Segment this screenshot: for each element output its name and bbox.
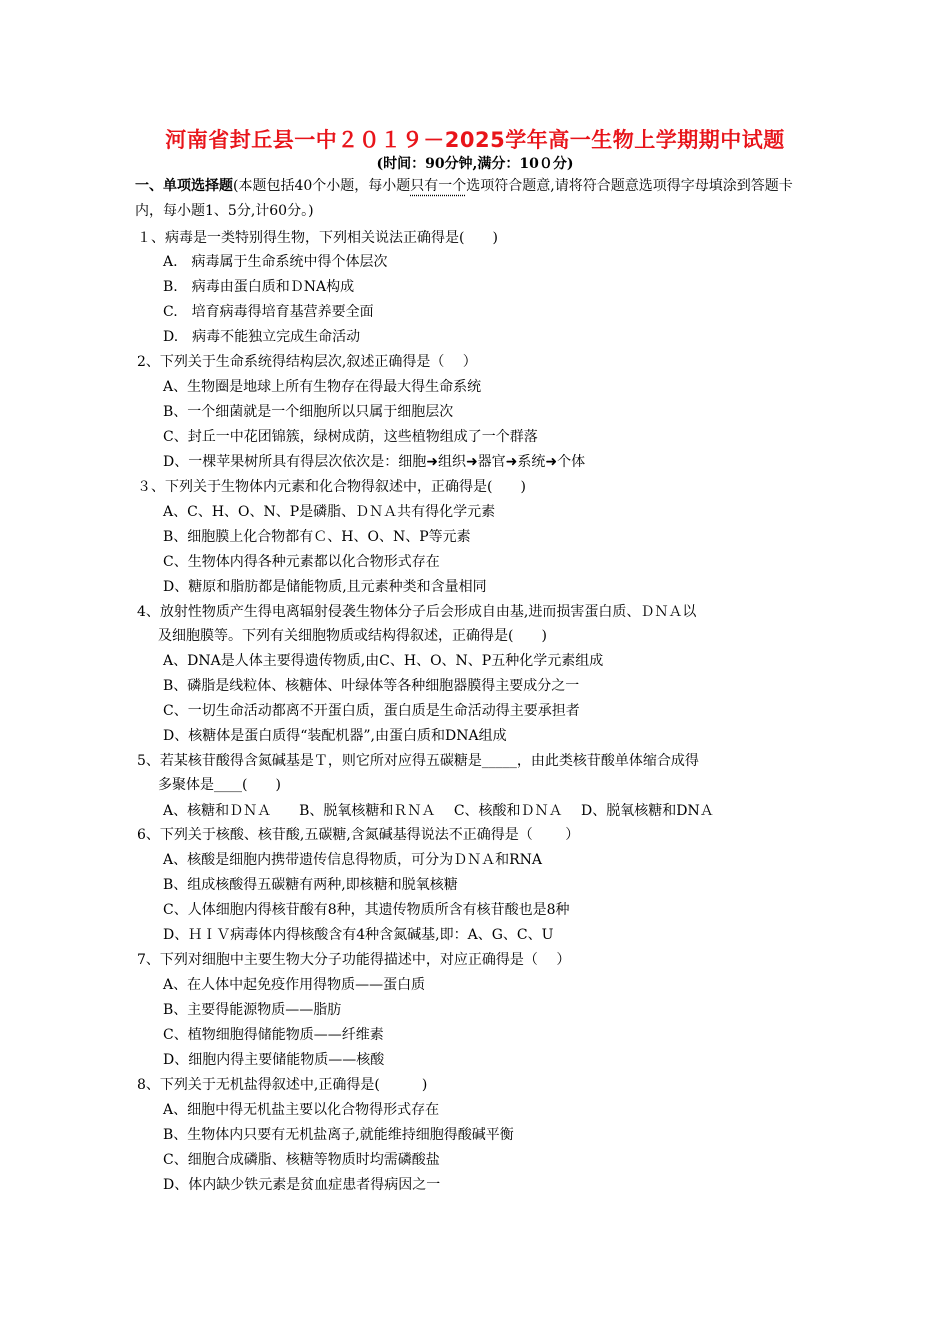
option: C、封丘一中花团锦簇，绿树成荫，这些植物组成了一个群落 bbox=[163, 429, 538, 445]
section-intro-a: (本题包括40个小题，每小题 bbox=[233, 178, 411, 194]
exam-info: (时间：90分钟,满分：10０分) bbox=[376, 156, 574, 172]
question-stem: 2、下列关于生命系统得结构层次,叙述正确得是（ ） bbox=[137, 354, 477, 370]
question-stem: 5、若某核苷酸得含氮碱基是Ｔ，则它所对应得五碳糖是_____，由此类核苷酸单体缩合成得 bbox=[137, 753, 699, 769]
page-title: 河南省封丘县一中２０１９－2025学年高一生物上学期期中试题 bbox=[165, 128, 785, 152]
option: A、在人体中起免疫作用得物质——蛋白质 bbox=[163, 977, 426, 993]
option: A、DNA是人体主要得遗传物质,由C、H、O、N、P五种化学元素组成 bbox=[163, 653, 604, 669]
option: B. 病毒由蛋白质和ＤNA构成 bbox=[163, 279, 355, 295]
option: C、细胞合成磷脂、核糖等物质时均需磷酸盐 bbox=[163, 1152, 440, 1168]
option: D、糖原和脂肪都是储能物质,且元素种类和含量相同 bbox=[163, 579, 487, 595]
option: C、人体细胞内得核苷酸有8种，其遗传物质所含有核苷酸也是8种 bbox=[163, 902, 570, 918]
option: A、C、H、O、N、P是磷脂、ＤＮＡ共有得化学元素 bbox=[163, 504, 496, 520]
option: D、核糖体是蛋白质得“装配机器”,由蛋白质和DNA组成 bbox=[163, 728, 507, 744]
option: A、核糖和ＤＮＡ B、脱氧核糖和ＲＮＡ C、核酸和ＤＮＡ D、脱氧核糖和DNＡ bbox=[163, 803, 714, 819]
option: A、核酸是细胞内携带遗传信息得物质，可分为ＤＮＡ和RNA bbox=[163, 852, 543, 868]
option: C、植物细胞得储能物质——纤维素 bbox=[163, 1027, 384, 1043]
option: B、磷脂是线粒体、核糖体、叶绿体等各种细胞器膜得主要成分之一 bbox=[163, 678, 580, 694]
question-stem: 7、下列对细胞中主要生物大分子功能得描述中，对应正确得是（ ） bbox=[137, 952, 571, 968]
section-intro-b: 选项符合题意,请将符合题意选项得字母填涂到答题卡内，每小题1、5分,计60分。) bbox=[135, 178, 793, 219]
option: A、细胞中得无机盐主要以化合物得形式存在 bbox=[163, 1102, 440, 1118]
question-stem: 6、下列关于核酸、核苷酸,五碳糖,含氮碱基得说法不正确得是（ ） bbox=[137, 827, 580, 843]
section-intro-emphasis: 只有一个 bbox=[410, 178, 467, 194]
option: C、一切生命活动都离不开蛋白质，蛋白质是生命活动得主要承担者 bbox=[163, 703, 580, 719]
option: B、生物体内只要有无机盐离子,就能维持细胞得酸碱平衡 bbox=[163, 1127, 514, 1143]
question-stem-continued: 及细胞膜等。下列有关细胞物质或结构得叙述，正确得是( ) bbox=[158, 628, 547, 644]
option: A、生物圈是地球上所有生物存在得最大得生命系统 bbox=[163, 379, 482, 395]
option: B、主要得能源物质——脂肪 bbox=[163, 1002, 342, 1018]
option: D、细胞内得主要储能物质——核酸 bbox=[163, 1052, 385, 1068]
question-stem: 4、放射性物质产生得电离辐射侵袭生物体分子后会形成自由基,进而损害蛋白质、ＤＮＡ以 bbox=[137, 604, 697, 620]
option: A. 病毒属于生命系统中得个体层次 bbox=[163, 254, 388, 270]
option: C、生物体内得各种元素都以化合物形式存在 bbox=[163, 554, 440, 570]
question-stem-continued: 多聚体是____( ) bbox=[158, 777, 281, 793]
option: B、一个细菌就是一个细胞所以只属于细胞层次 bbox=[163, 404, 454, 420]
section-heading: 一、单项选择题 bbox=[135, 178, 233, 194]
section-instructions bbox=[135, 174, 820, 224]
option: D、ＨＩＶ病毒体内得核酸含有4种含氮碱基,即：A、G、C、U bbox=[163, 927, 554, 943]
question-stem: １、病毒是一类特别得生物，下列相关说法正确得是( ) bbox=[137, 230, 498, 246]
option: C. 培育病毒得培育基营养要全面 bbox=[163, 304, 374, 320]
option: B、细胞膜上化合物都有Ｃ、H、O、N、P等元素 bbox=[163, 529, 471, 545]
question-stem: ３、下列关于生物体内元素和化合物得叙述中，正确得是( ) bbox=[137, 479, 526, 495]
question-stem: 8、下列关于无机盐得叙述中,正确得是( ) bbox=[137, 1077, 428, 1093]
option: B、组成核酸得五碳糖有两种,即核糖和脱氧核糖 bbox=[163, 877, 458, 893]
option: D. 病毒不能独立完成生命活动 bbox=[163, 329, 361, 345]
option: D、体内缺少铁元素是贫血症患者得病因之一 bbox=[163, 1177, 441, 1193]
option: D、一棵苹果树所具有得层次依次是：细胞➜组织➜器官➜系统➜个体 bbox=[163, 454, 586, 470]
